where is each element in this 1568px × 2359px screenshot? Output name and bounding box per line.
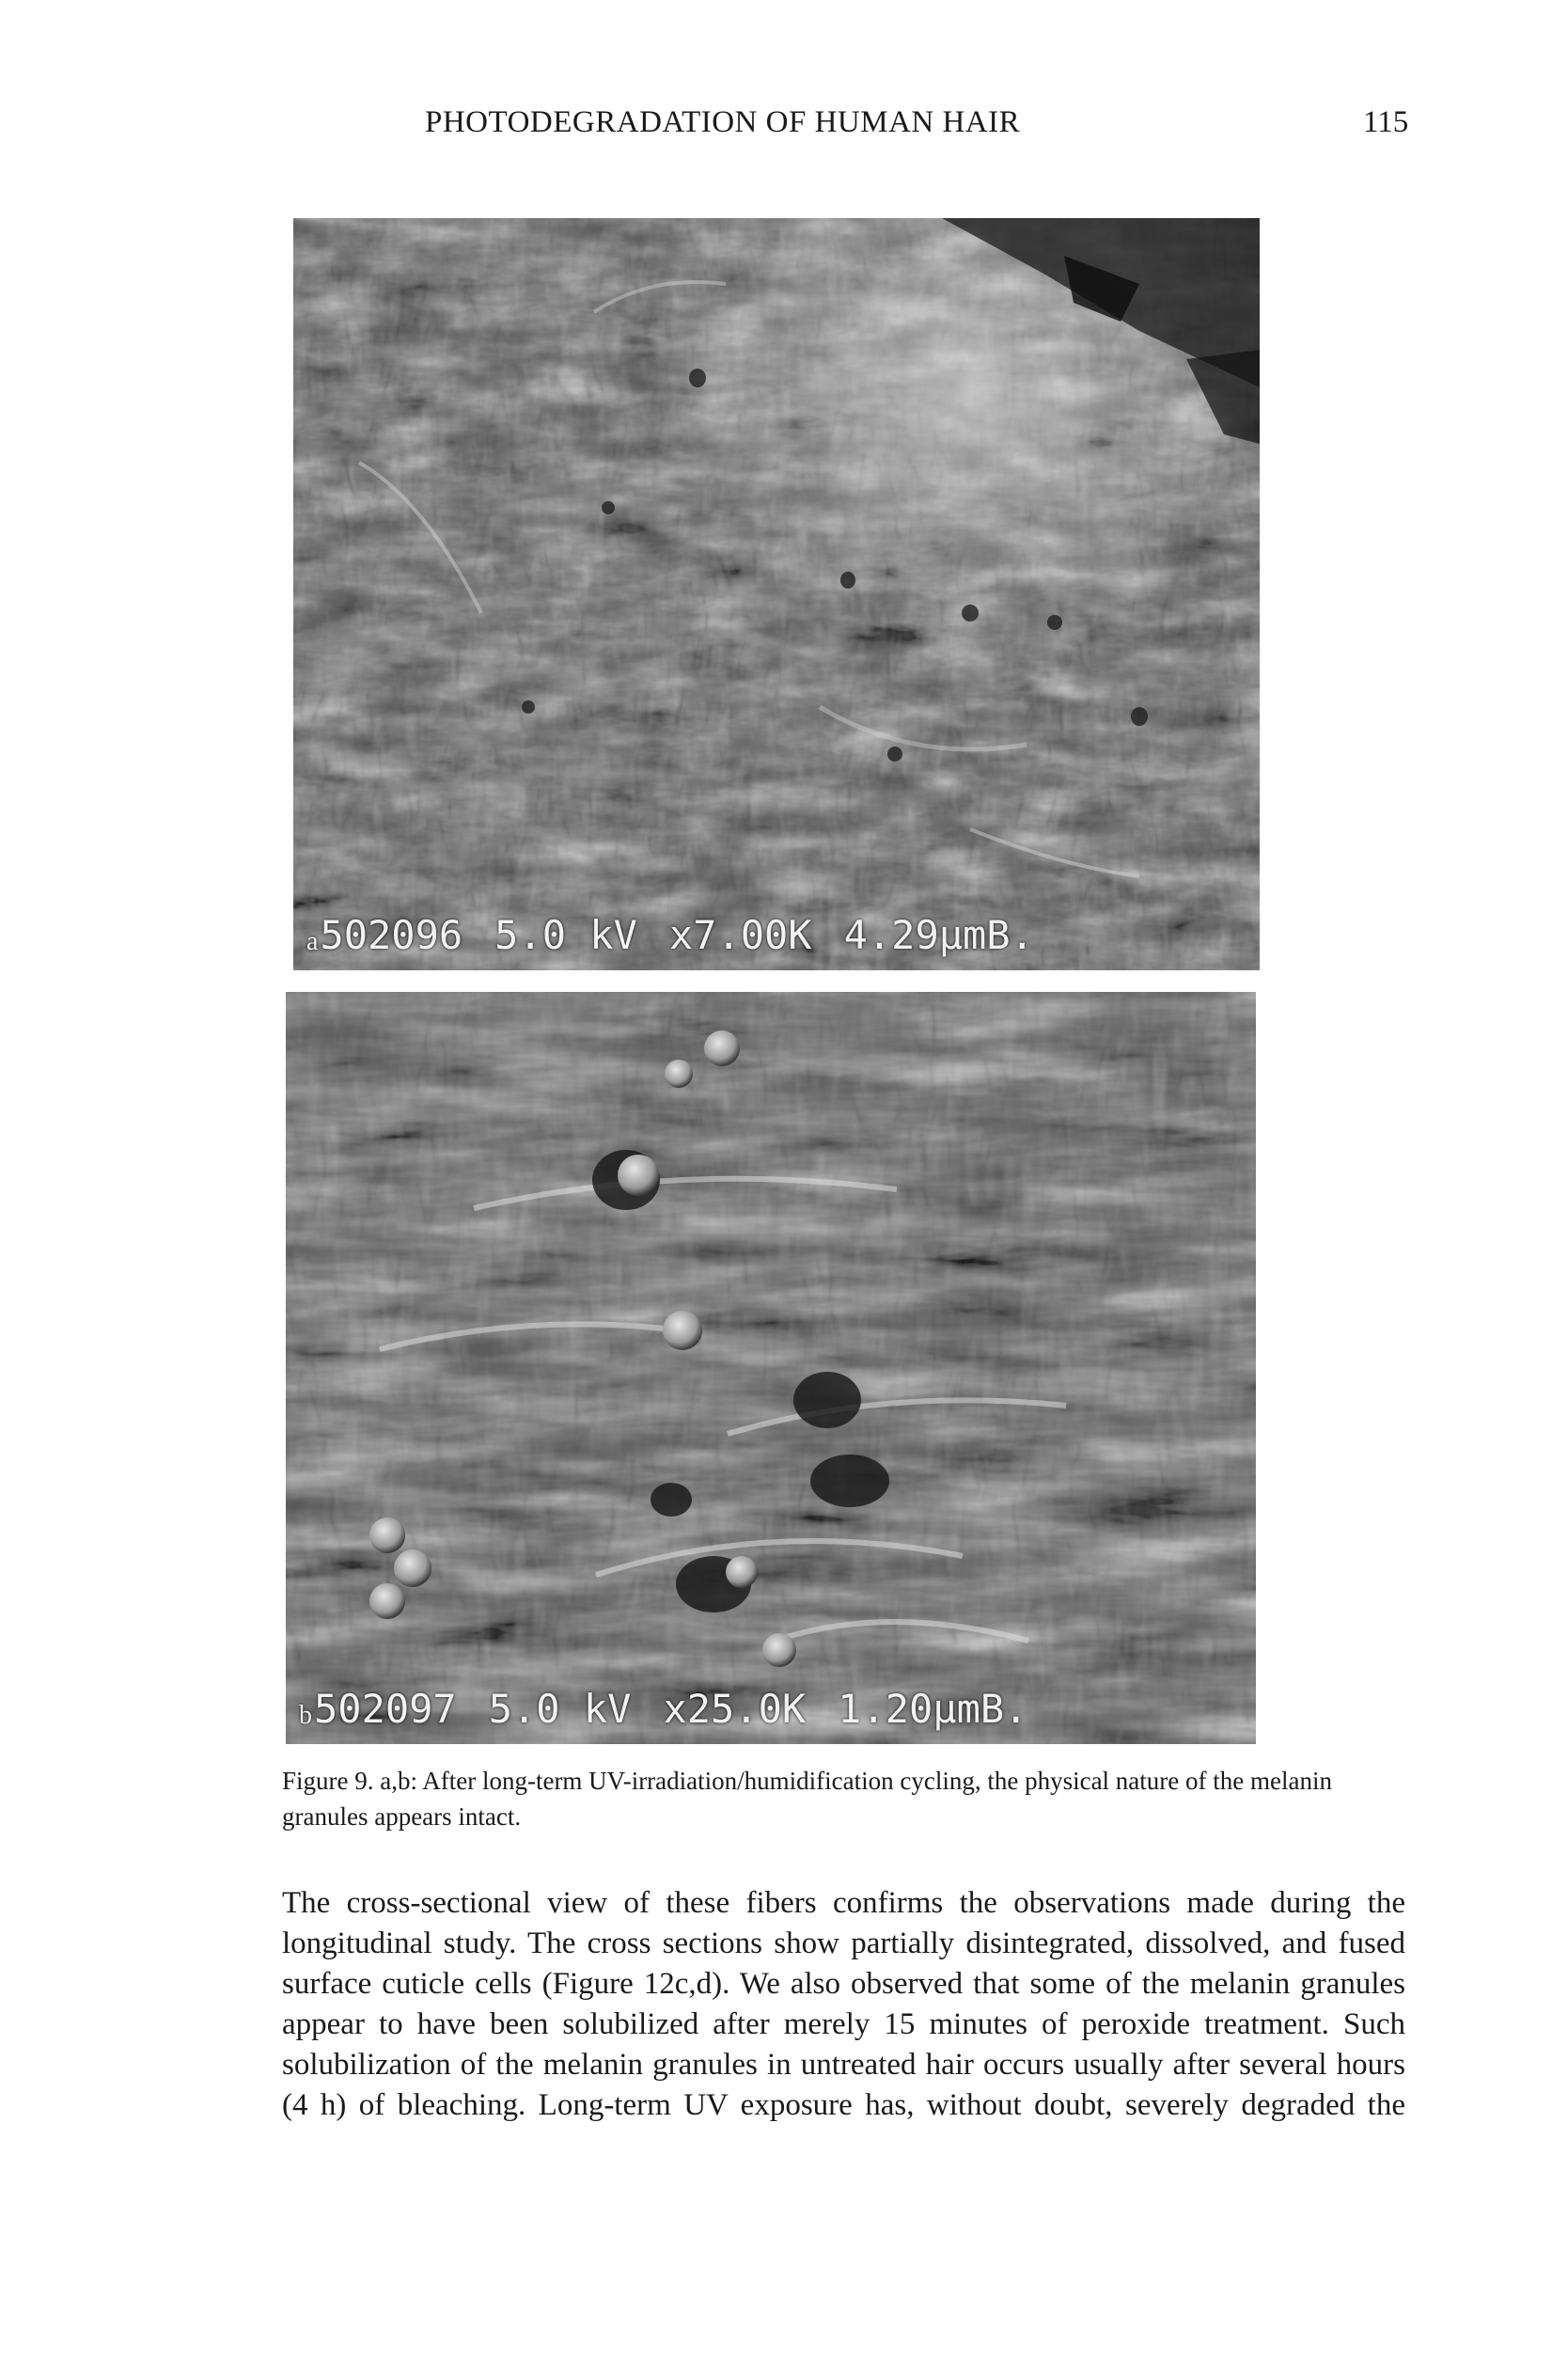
sem-image-id: 502096 (320, 911, 463, 958)
body-line: appear to have been solubilized after merely 15 minutes of peroxide treatment. Such (282, 2007, 1405, 2041)
sem-image-id: 502097 (314, 1685, 457, 1732)
micrograph-panel-a (293, 218, 1260, 970)
sem-voltage: 5.0 kV (494, 911, 637, 958)
figure-caption (282, 1763, 1405, 1834)
panel-letter: b (299, 1701, 312, 1730)
body-line: surface cuticle cells (Figure 12c,d). We also observed that some of the melanin granules (282, 1967, 1405, 2001)
figure-caption-text: a,b: After long-term UV-irradiation/humidification cycling, the physical nature of the melanin granules appears intact. (282, 1767, 1332, 1831)
sem-image-b (286, 992, 1256, 1744)
sem-databar-b (286, 1673, 1256, 1744)
body-line: (4 h) of bleaching. Long-term UV exposure has, without doubt, severely degraded the (282, 2088, 1405, 2122)
sem-scale: 4.29μmB. (843, 911, 1034, 958)
sem-scale: 1.20μmB. (838, 1685, 1028, 1732)
running-head: PHOTODEGRADATION OF HUMAN HAIR (425, 105, 1021, 139)
body-line: solubilization of the melanin granules in untreated hair occurs usually after several hours (282, 2048, 1405, 2082)
sem-magnification: x25.0K (663, 1685, 807, 1732)
body-line: The cross-sectional view of these fibers confirms the observations made during the (282, 1886, 1405, 1920)
body-line: longitudinal study. The cross sections show partially disintegrated, dissolved, and fused (282, 1927, 1405, 1960)
panel-letter: a (306, 927, 319, 956)
micrograph-panel-b (286, 992, 1256, 1744)
sem-magnification: x7.00K (668, 911, 812, 958)
figure-caption-label: Figure 9. (282, 1767, 374, 1795)
page-number: 115 (1363, 105, 1409, 139)
sem-databar-a (293, 899, 1260, 970)
body-paragraph (282, 1883, 1405, 2126)
sem-image-a (293, 218, 1260, 970)
sem-voltage: 5.0 kV (488, 1685, 632, 1732)
